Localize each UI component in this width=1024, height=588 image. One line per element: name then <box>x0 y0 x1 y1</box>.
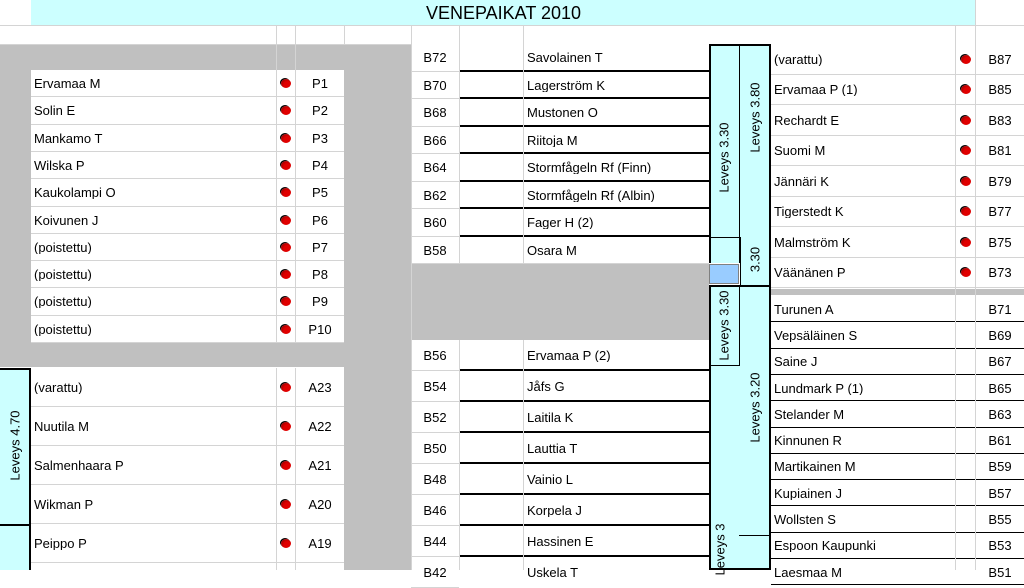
pier-label-lower-bottom: Leveys 3 <box>712 523 728 576</box>
b-right-spot: B55 <box>988 513 1012 527</box>
b-right-name: Malmström K <box>774 235 851 249</box>
b-right-spot: B63 <box>988 407 1012 421</box>
pier-label-upper-left: Leveys 3.30 <box>716 122 732 193</box>
b-row-name: Mustonen O <box>527 106 598 120</box>
b-row-spot: B50 <box>423 442 447 455</box>
b-row-spot: B44 <box>423 535 447 548</box>
b-right-spot: B53 <box>988 539 1012 553</box>
b-right-spot: B77 <box>988 205 1012 219</box>
b-right-name: Ervamaa P (1) <box>774 83 858 97</box>
p-row-name: Solin E <box>34 104 76 118</box>
b-right-name: Vepsäläinen S <box>774 328 858 342</box>
b-row-spot: B48 <box>423 473 447 486</box>
b-right-name: Lundmark P (1) <box>774 381 864 395</box>
b-row-name: Fager H (2) <box>527 216 594 230</box>
marker-dot <box>961 238 971 247</box>
b-right-name: Stelander M <box>774 407 845 421</box>
b-row-name: Jåfs G <box>527 380 565 393</box>
gray-area-mid <box>344 45 411 570</box>
p-row-spot: P8 <box>312 268 328 282</box>
b-row-spot: B56 <box>423 349 447 362</box>
b-row-spot: B62 <box>423 188 447 202</box>
gray-strip-right <box>770 289 1024 295</box>
b-right-spot: B61 <box>988 434 1012 448</box>
p-row-spot: P4 <box>312 158 328 172</box>
p-row-spot: P3 <box>312 131 328 145</box>
p-row-name: Wilska P <box>34 158 85 172</box>
p-row-name: (poistettu) <box>34 322 92 336</box>
marker-dot <box>961 116 971 125</box>
b-row-name: Lagerström K <box>527 78 606 92</box>
b-right-spot: B87 <box>988 52 1012 66</box>
p-row-name: Koivunen J <box>34 213 99 227</box>
b-row-spot: B70 <box>423 78 447 92</box>
a-row-name: (varattu) <box>34 381 83 394</box>
marker-dot <box>281 134 291 143</box>
b-row-spot: B54 <box>423 380 447 393</box>
a-row-name: Peippo P <box>34 537 87 550</box>
marker-dot <box>281 539 291 548</box>
b-right-name: Rechardt E <box>774 113 840 127</box>
b-row-name: Vainio L <box>527 473 574 486</box>
p-row-name: Ervamaa M <box>34 77 101 90</box>
b-row-spot: B66 <box>423 133 447 147</box>
b-row-name: Hassinen E <box>527 535 594 548</box>
b-right-name: Martikainen M <box>774 460 856 474</box>
marker-dot <box>281 422 291 431</box>
marker-dot <box>281 79 291 88</box>
b-right-name: Kupiainen J <box>774 486 842 500</box>
marker-dot <box>961 85 971 94</box>
marker-dot <box>281 216 291 225</box>
p-row-name: (poistettu) <box>34 268 92 282</box>
b-right-name: Laesmaa M <box>774 565 842 579</box>
pier-label-small: 3.30 <box>747 246 763 273</box>
b-right-spot: B83 <box>988 113 1012 127</box>
p-row-name: Mankamo T <box>34 131 103 145</box>
a-row-spot: A23 <box>308 381 332 394</box>
b-row-name: Uskela T <box>527 566 579 579</box>
b-right-name: Turunen A <box>774 302 834 316</box>
b-row-spot: B72 <box>423 51 447 65</box>
b-right-spot: B57 <box>988 486 1012 500</box>
b-right-spot: B73 <box>988 266 1012 280</box>
a-row-spot: A20 <box>308 498 332 511</box>
b-right-spot: B81 <box>988 144 1012 158</box>
b-right-spot: B69 <box>988 328 1012 342</box>
marker-dot <box>281 461 291 470</box>
p-row-spot: P1 <box>312 77 328 90</box>
b-row-name: Riitoja M <box>527 133 578 147</box>
a-row-name: Salmenhaara P <box>34 459 124 472</box>
b-right-spot: B65 <box>988 381 1012 395</box>
b-right-name: Kinnunen R <box>774 434 842 448</box>
b-row-name: Lauttia T <box>527 442 578 455</box>
b-row-spot: B46 <box>423 504 447 517</box>
b-right-spot: B71 <box>988 302 1012 316</box>
p-row-spot: P7 <box>312 240 328 254</box>
a-row-spot: A21 <box>308 459 332 472</box>
marker-dot <box>961 177 971 186</box>
blue-cell <box>709 264 739 284</box>
b-row-spot: B58 <box>423 243 447 257</box>
page-title: VENEPAIKAT 2010 <box>425 4 582 22</box>
b-right-spot: B75 <box>988 235 1012 249</box>
b-row-name: Savolainen T <box>527 51 603 65</box>
pier-label-upper-right: Leveys 3.80 <box>747 82 763 153</box>
p-row-spot: P9 <box>312 295 328 309</box>
b-row-spot: B68 <box>423 106 447 120</box>
p-row-name: (poistettu) <box>34 295 92 309</box>
b-right-name: (varattu) <box>774 52 823 66</box>
marker-dot <box>281 500 291 509</box>
b-row-spot: B42 <box>423 566 447 579</box>
b-right-name: Espoon Kaupunki <box>774 539 876 553</box>
b-right-name: Väänänen P <box>774 266 846 280</box>
gray-area-left-col <box>0 45 31 367</box>
b-row-spot: B64 <box>423 161 447 175</box>
b-row-spot: B60 <box>423 216 447 230</box>
b-row-spot: B52 <box>423 411 447 424</box>
marker-dot <box>281 325 291 334</box>
a-row-spot: A22 <box>308 420 332 433</box>
b-row-name: Stormfågeln Rf (Finn) <box>527 161 652 175</box>
b-row-name: Ervamaa P (2) <box>527 349 611 362</box>
pier-label-lower-right: Leveys 3.20 <box>747 372 763 443</box>
a-row-name: Nuutila M <box>34 420 89 433</box>
p-row-name: Kaukolampi O <box>34 186 116 200</box>
b-row-name: Laitila K <box>527 411 574 424</box>
pier-label-lower-left: Leveys 3.30 <box>716 290 732 361</box>
marker-dot <box>961 55 971 64</box>
b-right-spot: B85 <box>988 83 1012 97</box>
marker-dot <box>961 268 971 277</box>
b-right-spot: B51 <box>988 565 1012 579</box>
b-right-name: Jännäri K <box>774 174 829 188</box>
gray-area-gap <box>31 343 411 367</box>
p-row-spot: P10 <box>308 322 332 336</box>
b-right-name: Wollsten S <box>774 513 836 527</box>
a-row-spot: A19 <box>308 537 332 550</box>
b-right-name: Saine J <box>774 355 818 369</box>
marker-dot <box>961 207 971 216</box>
p-row-spot: P2 <box>312 104 328 118</box>
b-right-spot: B79 <box>988 174 1012 188</box>
marker-dot <box>281 383 291 392</box>
marker-dot <box>281 161 291 170</box>
a-row-name: Wikman P <box>34 498 94 511</box>
p-row-spot: P6 <box>312 213 328 227</box>
a-width-label: Leveys 4.70 <box>7 410 23 481</box>
gray-area-center <box>411 264 709 340</box>
b-right-name: Tigerstedt K <box>774 205 844 219</box>
p-row-spot: P5 <box>312 186 328 200</box>
marker-dot <box>281 243 291 252</box>
p-row-name: (poistettu) <box>34 240 92 254</box>
b-right-spot: B59 <box>988 460 1012 474</box>
b-row-name: Osara M <box>527 243 577 257</box>
marker-dot <box>961 146 971 155</box>
b-right-spot: B67 <box>988 355 1012 369</box>
b-row-name: Korpela J <box>527 504 582 517</box>
b-right-name: Suomi M <box>774 144 826 158</box>
b-row-name: Stormfågeln Rf (Albin) <box>527 188 655 202</box>
